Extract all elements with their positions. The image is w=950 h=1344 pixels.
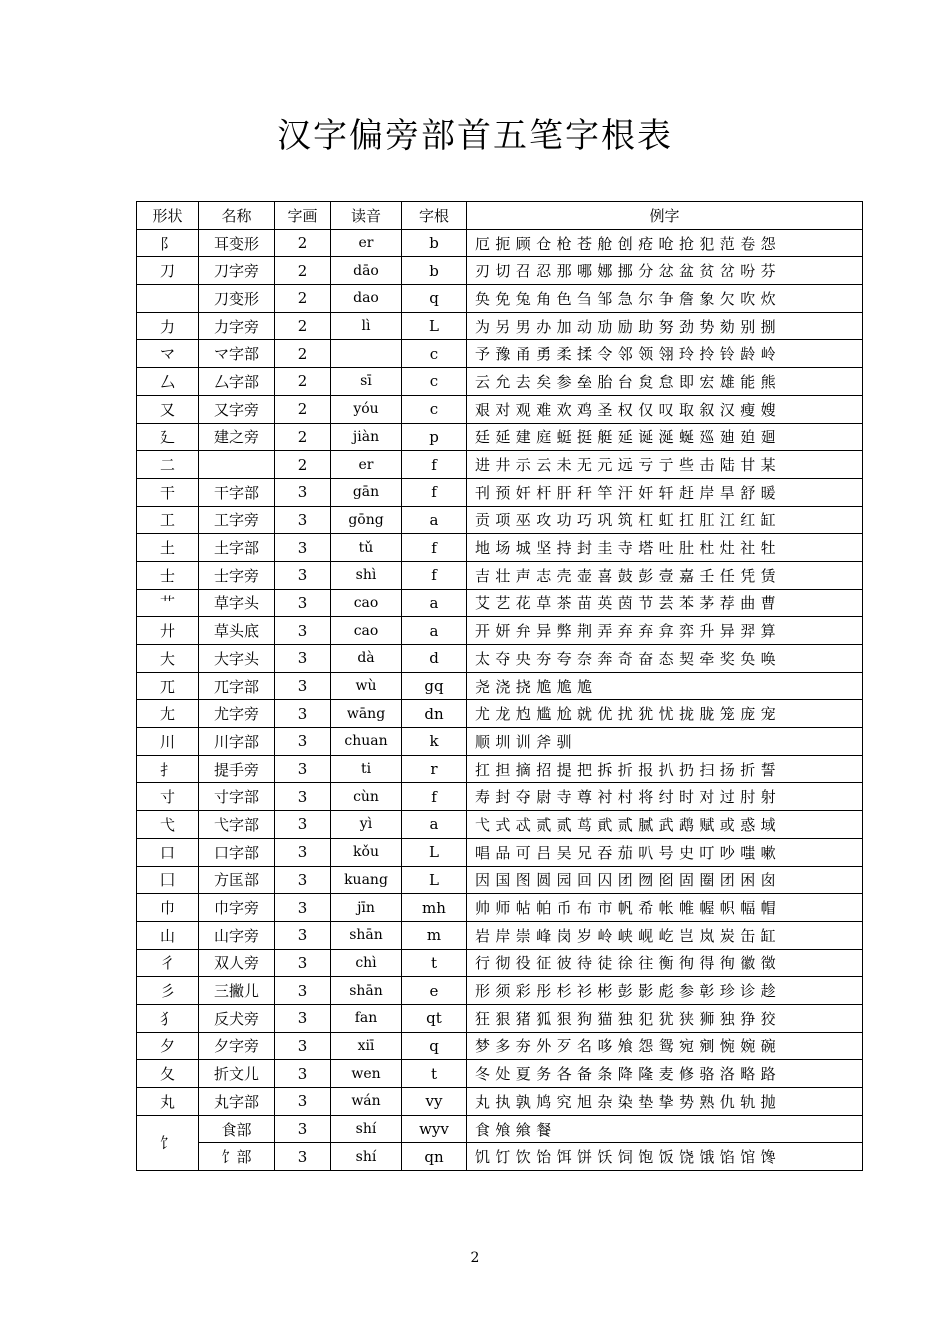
cell-code: f bbox=[402, 478, 467, 506]
cell-code: qn bbox=[402, 1143, 467, 1171]
cell-shape: 巾 bbox=[137, 894, 199, 922]
cell-name: 反犬旁 bbox=[199, 1004, 275, 1032]
cell-name: 刀字旁 bbox=[199, 257, 275, 285]
page-title: 汉字偏旁部首五笔字根表 bbox=[277, 116, 673, 156]
cell-examples: 贡项巫攻功巧巩筑杠虹扛肛江红缸 bbox=[467, 506, 863, 534]
cell-name: 大字头 bbox=[199, 645, 275, 673]
cell-examples: 刃切召忍那哪娜挪分忿盆贫岔吩芬 bbox=[467, 257, 863, 285]
cell-examples: 行彻役征彼待徒徐往衡徇得徇徽徵 bbox=[467, 949, 863, 977]
cell-examples: 地场城坚持封圭寺塔吐肚杜灶社牡 bbox=[467, 534, 863, 562]
table-row bbox=[137, 1143, 863, 1171]
cell-name bbox=[199, 451, 275, 479]
cell-code: L bbox=[402, 838, 467, 866]
cell-strokes: 3 bbox=[275, 506, 331, 534]
cell-shape: 兀 bbox=[137, 672, 199, 700]
cell-strokes: 3 bbox=[275, 478, 331, 506]
cell-examples: 廷延建庭蜓挺艇延诞涎蜒廵廸廹廻 bbox=[467, 423, 863, 451]
cell-pinyin: xiī bbox=[331, 1032, 402, 1060]
table-row bbox=[137, 257, 863, 285]
cell-code: L bbox=[402, 866, 467, 894]
table-row bbox=[137, 949, 863, 977]
cell-examples: 进井示云未无元远亏亍些击陆甘某 bbox=[467, 451, 863, 479]
cell-pinyin: shān bbox=[331, 921, 402, 949]
table-row bbox=[137, 1032, 863, 1060]
cell-name: 兀字部 bbox=[199, 672, 275, 700]
cell-strokes: 3 bbox=[275, 838, 331, 866]
cell-name: 川字部 bbox=[199, 728, 275, 756]
cell-examples: 刊预奸杆肝秆竿汗奸轩赶岸旱舒暖 bbox=[467, 478, 863, 506]
cell-strokes: 3 bbox=[275, 1143, 331, 1171]
page-number: 2 bbox=[470, 1250, 480, 1266]
cell-examples: 厄扼顾仓枪苍舱创疮呛抢犯范卷怨 bbox=[467, 229, 863, 257]
table-row bbox=[137, 451, 863, 479]
cell-examples: 梦多夯外歹名哆飧怨鸳宛剜惋婉碗 bbox=[467, 1032, 863, 1060]
cell-name: 食部 bbox=[199, 1115, 275, 1143]
cell-shape: 力 bbox=[137, 312, 199, 340]
cell-name: 尤字旁 bbox=[199, 700, 275, 728]
cell-name: 口字部 bbox=[199, 838, 275, 866]
table-row bbox=[137, 340, 863, 368]
cell-shape: 干 bbox=[137, 478, 199, 506]
table-row bbox=[137, 1060, 863, 1088]
cell-pinyin: shí bbox=[331, 1143, 402, 1171]
table-row bbox=[137, 1004, 863, 1032]
cell-code: a bbox=[402, 811, 467, 839]
cell-name: 干字部 bbox=[199, 478, 275, 506]
cell-strokes: 3 bbox=[275, 783, 331, 811]
cell-examples: 尧浇挠尯尯尯 bbox=[467, 672, 863, 700]
cell-strokes: 3 bbox=[275, 617, 331, 645]
cell-shape bbox=[137, 285, 199, 313]
table-row bbox=[137, 755, 863, 783]
cell-code: qt bbox=[402, 1004, 467, 1032]
table-row bbox=[137, 783, 863, 811]
cell-pinyin: wù bbox=[331, 672, 402, 700]
cell-examples: 扛担摘招提把拆折报扒扔扫扬折誓 bbox=[467, 755, 863, 783]
cell-shape: 口 bbox=[137, 838, 199, 866]
cell-strokes: 3 bbox=[275, 866, 331, 894]
cell-strokes: 2 bbox=[275, 285, 331, 313]
table-row bbox=[137, 478, 863, 506]
cell-code: mh bbox=[402, 894, 467, 922]
cell-code: b bbox=[402, 257, 467, 285]
cell-pinyin: er bbox=[331, 229, 402, 257]
header-name: 名称 bbox=[199, 202, 275, 230]
cell-pinyin: er bbox=[331, 451, 402, 479]
cell-pinyin: wen bbox=[331, 1060, 402, 1088]
cell-pinyin: shí bbox=[331, 1115, 402, 1143]
table-row bbox=[137, 921, 863, 949]
cell-name: 弋字部 bbox=[199, 811, 275, 839]
table-row bbox=[137, 1088, 863, 1116]
cell-examples: 岩岸崇峰岗岁岭峡岘屹岂岚炭缶缸 bbox=[467, 921, 863, 949]
table-row bbox=[137, 866, 863, 894]
cell-name: 草头底 bbox=[199, 617, 275, 645]
cell-pinyin: dāo bbox=[331, 257, 402, 285]
cell-code: t bbox=[402, 1060, 467, 1088]
header-pinyin: 读音 bbox=[331, 202, 402, 230]
cell-examples: 顺圳训斧驯 bbox=[467, 728, 863, 756]
cell-strokes: 2 bbox=[275, 257, 331, 285]
cell-pinyin: dà bbox=[331, 645, 402, 673]
cell-name: 夕字旁 bbox=[199, 1032, 275, 1060]
cell-examples: 丸执孰鸠究旭杂染垫挚势熟仇轨抛 bbox=[467, 1088, 863, 1116]
cell-strokes: 2 bbox=[275, 395, 331, 423]
cell-name: 寸字部 bbox=[199, 783, 275, 811]
cell-pinyin bbox=[331, 340, 402, 368]
cell-examples: 吉壮声志壳壶喜鼓彭壹嘉壬任凭赁 bbox=[467, 561, 863, 589]
cell-code: k bbox=[402, 728, 467, 756]
cell-code: q bbox=[402, 285, 467, 313]
cell-code: d bbox=[402, 645, 467, 673]
cell-examples: 太夺央夯夸奈奔奇奋态契牵奖奂唤 bbox=[467, 645, 863, 673]
cell-code: c bbox=[402, 340, 467, 368]
cell-code: wyv bbox=[402, 1115, 467, 1143]
cell-pinyin: kǒu bbox=[331, 838, 402, 866]
cell-strokes: 3 bbox=[275, 645, 331, 673]
cell-strokes: 3 bbox=[275, 1032, 331, 1060]
cell-code: c bbox=[402, 368, 467, 396]
cell-examples: 云允去矣参垒胎台炱怠即宏雄能熊 bbox=[467, 368, 863, 396]
cell-shape: 土 bbox=[137, 534, 199, 562]
cell-name: 耳变形 bbox=[199, 229, 275, 257]
cell-code: gq bbox=[402, 672, 467, 700]
cell-pinyin: wán bbox=[331, 1088, 402, 1116]
cell-pinyin: dao bbox=[331, 285, 402, 313]
cell-strokes: 3 bbox=[275, 921, 331, 949]
header-code: 字根 bbox=[402, 202, 467, 230]
cell-code: dn bbox=[402, 700, 467, 728]
cell-code: a bbox=[402, 589, 467, 617]
cell-strokes: 2 bbox=[275, 368, 331, 396]
header-strokes: 字画 bbox=[275, 202, 331, 230]
cell-shape: 厶 bbox=[137, 368, 199, 396]
table-row bbox=[137, 645, 863, 673]
cell-code: m bbox=[402, 921, 467, 949]
table-row bbox=[137, 1115, 863, 1143]
cell-code: vy bbox=[402, 1088, 467, 1116]
cell-pinyin: yóu bbox=[331, 395, 402, 423]
table-row bbox=[137, 229, 863, 257]
table-row bbox=[137, 534, 863, 562]
cell-name: 巾字旁 bbox=[199, 894, 275, 922]
table-row bbox=[137, 617, 863, 645]
cell-shape: 刀 bbox=[137, 257, 199, 285]
cell-examples: 饥饤饮饴饵饼饫饲饱饭饶饿馅馆馋 bbox=[467, 1143, 863, 1171]
cell-name: 提手旁 bbox=[199, 755, 275, 783]
cell-strokes: 2 bbox=[275, 229, 331, 257]
header-shape: 形状 bbox=[137, 202, 199, 230]
cell-shape: 士 bbox=[137, 561, 199, 589]
cell-name: 饣部 bbox=[199, 1143, 275, 1171]
table-row bbox=[137, 312, 863, 340]
table-row bbox=[137, 589, 863, 617]
cell-pinyin: yì bbox=[331, 811, 402, 839]
cell-examples: 艾艺花草茶苗英茵节芸苯茅荐曲曹 bbox=[467, 589, 863, 617]
cell-strokes: 3 bbox=[275, 561, 331, 589]
cell-name: 士字旁 bbox=[199, 561, 275, 589]
cell-strokes: 2 bbox=[275, 340, 331, 368]
cell-shape: 夂 bbox=[137, 1060, 199, 1088]
cell-name: 又字旁 bbox=[199, 395, 275, 423]
cell-strokes: 3 bbox=[275, 811, 331, 839]
cell-shape: 彳 bbox=[137, 949, 199, 977]
cell-name: 力字旁 bbox=[199, 312, 275, 340]
cell-shape: 饣 bbox=[137, 1115, 199, 1170]
cell-code: q bbox=[402, 1032, 467, 1060]
cell-code: a bbox=[402, 506, 467, 534]
cell-pinyin: jīn bbox=[331, 894, 402, 922]
cell-strokes: 3 bbox=[275, 1115, 331, 1143]
cell-code: f bbox=[402, 561, 467, 589]
cell-examples: 狂狠猪狐狠狗猫独犯犹狭狮独狰狡 bbox=[467, 1004, 863, 1032]
cell-pinyin: tǔ bbox=[331, 534, 402, 562]
table-row bbox=[137, 395, 863, 423]
cell-strokes: 3 bbox=[275, 949, 331, 977]
cell-name: 山字旁 bbox=[199, 921, 275, 949]
table-row bbox=[137, 561, 863, 589]
cell-examples: 奂免兔角色刍邹急尔争詹象欠吹炊 bbox=[467, 285, 863, 313]
cell-examples: 帅师帖帕币布市帆希帐帷幄帜幅帽 bbox=[467, 894, 863, 922]
table-row bbox=[137, 838, 863, 866]
cell-shape: 又 bbox=[137, 395, 199, 423]
cell-code: r bbox=[402, 755, 467, 783]
cell-code: e bbox=[402, 977, 467, 1005]
table-row bbox=[137, 977, 863, 1005]
cell-examples: 尤龙尥尴尬就优扰犹忧拢胧笼庞宠 bbox=[467, 700, 863, 728]
cell-strokes: 3 bbox=[275, 534, 331, 562]
cell-pinyin: wāng bbox=[331, 700, 402, 728]
cell-code: a bbox=[402, 617, 467, 645]
cell-shape: 艹 bbox=[137, 589, 199, 617]
table-row bbox=[137, 672, 863, 700]
cell-examples: 艰对观难欢鸡圣权仅叹取叙汉瘦嫂 bbox=[467, 395, 863, 423]
cell-code: b bbox=[402, 229, 467, 257]
cell-shape: マ bbox=[137, 340, 199, 368]
cell-name: 刀变形 bbox=[199, 285, 275, 313]
cell-name: 折文儿 bbox=[199, 1060, 275, 1088]
cell-code: p bbox=[402, 423, 467, 451]
cell-pinyin: ti bbox=[331, 755, 402, 783]
cell-shape: 二 bbox=[137, 451, 199, 479]
cell-shape: 川 bbox=[137, 728, 199, 756]
cell-shape: 尢 bbox=[137, 700, 199, 728]
cell-pinyin: gōng bbox=[331, 506, 402, 534]
cell-pinyin: fan bbox=[331, 1004, 402, 1032]
cell-shape: 大 bbox=[137, 645, 199, 673]
cell-strokes: 3 bbox=[275, 700, 331, 728]
header-examples: 例字 bbox=[467, 202, 863, 230]
cell-pinyin: chì bbox=[331, 949, 402, 977]
cell-pinyin: kuang bbox=[331, 866, 402, 894]
cell-pinyin: shān bbox=[331, 977, 402, 1005]
cell-name: 工字旁 bbox=[199, 506, 275, 534]
cell-examples: 形须彩彤杉衫彬彭影彪参彰珍诊趁 bbox=[467, 977, 863, 1005]
cell-name: 厶字部 bbox=[199, 368, 275, 396]
table-row bbox=[137, 506, 863, 534]
cell-pinyin: gān bbox=[331, 478, 402, 506]
table-row bbox=[137, 368, 863, 396]
radicals-table bbox=[136, 201, 863, 1171]
cell-shape: 阝 bbox=[137, 229, 199, 257]
cell-strokes: 3 bbox=[275, 894, 331, 922]
cell-pinyin: cao bbox=[331, 589, 402, 617]
cell-shape: 彡 bbox=[137, 977, 199, 1005]
cell-strokes: 2 bbox=[275, 451, 331, 479]
cell-name: 丸字部 bbox=[199, 1088, 275, 1116]
cell-shape: 寸 bbox=[137, 783, 199, 811]
cell-strokes: 2 bbox=[275, 423, 331, 451]
cell-name: 方匡部 bbox=[199, 866, 275, 894]
cell-pinyin: chuan bbox=[331, 728, 402, 756]
cell-shape: 弋 bbox=[137, 811, 199, 839]
cell-strokes: 3 bbox=[275, 755, 331, 783]
cell-code: t bbox=[402, 949, 467, 977]
cell-code: c bbox=[402, 395, 467, 423]
table-row bbox=[137, 285, 863, 313]
cell-shape: 廴 bbox=[137, 423, 199, 451]
cell-examples: 冬处夏务各备条降隆麦修骆洛略路 bbox=[467, 1060, 863, 1088]
table-row bbox=[137, 700, 863, 728]
cell-strokes: 3 bbox=[275, 1060, 331, 1088]
cell-code: L bbox=[402, 312, 467, 340]
cell-pinyin: jiàn bbox=[331, 423, 402, 451]
cell-examples: 食飧飨餐 bbox=[467, 1115, 863, 1143]
cell-examples: 因国图圆园回囚团囫囵固圈团困囱 bbox=[467, 866, 863, 894]
cell-strokes: 3 bbox=[275, 672, 331, 700]
cell-pinyin: lì bbox=[331, 312, 402, 340]
table-header-row bbox=[137, 202, 863, 230]
table-row bbox=[137, 728, 863, 756]
cell-pinyin: cùn bbox=[331, 783, 402, 811]
cell-examples: 开妍弁异弊荆弄弃弃弇弈升异羿算 bbox=[467, 617, 863, 645]
cell-strokes: 2 bbox=[275, 312, 331, 340]
cell-name: 双人旁 bbox=[199, 949, 275, 977]
cell-pinyin: shì bbox=[331, 561, 402, 589]
cell-shape: 扌 bbox=[137, 755, 199, 783]
table-row bbox=[137, 423, 863, 451]
cell-shape: 工 bbox=[137, 506, 199, 534]
table-row bbox=[137, 811, 863, 839]
cell-name: マ字部 bbox=[199, 340, 275, 368]
cell-shape: 山 bbox=[137, 921, 199, 949]
cell-code: f bbox=[402, 534, 467, 562]
cell-strokes: 3 bbox=[275, 1004, 331, 1032]
cell-strokes: 3 bbox=[275, 977, 331, 1005]
table-row bbox=[137, 894, 863, 922]
cell-examples: 寿封夺尉寺尊衬村将纣时对过肘射 bbox=[467, 783, 863, 811]
cell-strokes: 3 bbox=[275, 1088, 331, 1116]
cell-examples: 予豫甬勇柔揉令邻领翎玲拎铃龄岭 bbox=[467, 340, 863, 368]
cell-name: 草字头 bbox=[199, 589, 275, 617]
cell-shape: 犭 bbox=[137, 1004, 199, 1032]
cell-name: 土字部 bbox=[199, 534, 275, 562]
cell-pinyin: sī bbox=[331, 368, 402, 396]
cell-shape: 囗 bbox=[137, 866, 199, 894]
cell-name: 三撇儿 bbox=[199, 977, 275, 1005]
cell-strokes: 3 bbox=[275, 728, 331, 756]
cell-code: f bbox=[402, 783, 467, 811]
cell-shape: 夕 bbox=[137, 1032, 199, 1060]
cell-name: 建之旁 bbox=[199, 423, 275, 451]
cell-pinyin: cao bbox=[331, 617, 402, 645]
cell-examples: 为另男办加动劢励助努劲势劾别捌 bbox=[467, 312, 863, 340]
cell-strokes: 3 bbox=[275, 589, 331, 617]
cell-code: f bbox=[402, 451, 467, 479]
cell-examples: 弋式忒贰贰茑貮贰腻武鹉赋或惑域 bbox=[467, 811, 863, 839]
cell-shape: 丸 bbox=[137, 1088, 199, 1116]
table-body bbox=[137, 229, 863, 1170]
cell-shape: 廾 bbox=[137, 617, 199, 645]
cell-examples: 唱品可吕吴兄吞茄叭号史叮吵嗤嗽 bbox=[467, 838, 863, 866]
